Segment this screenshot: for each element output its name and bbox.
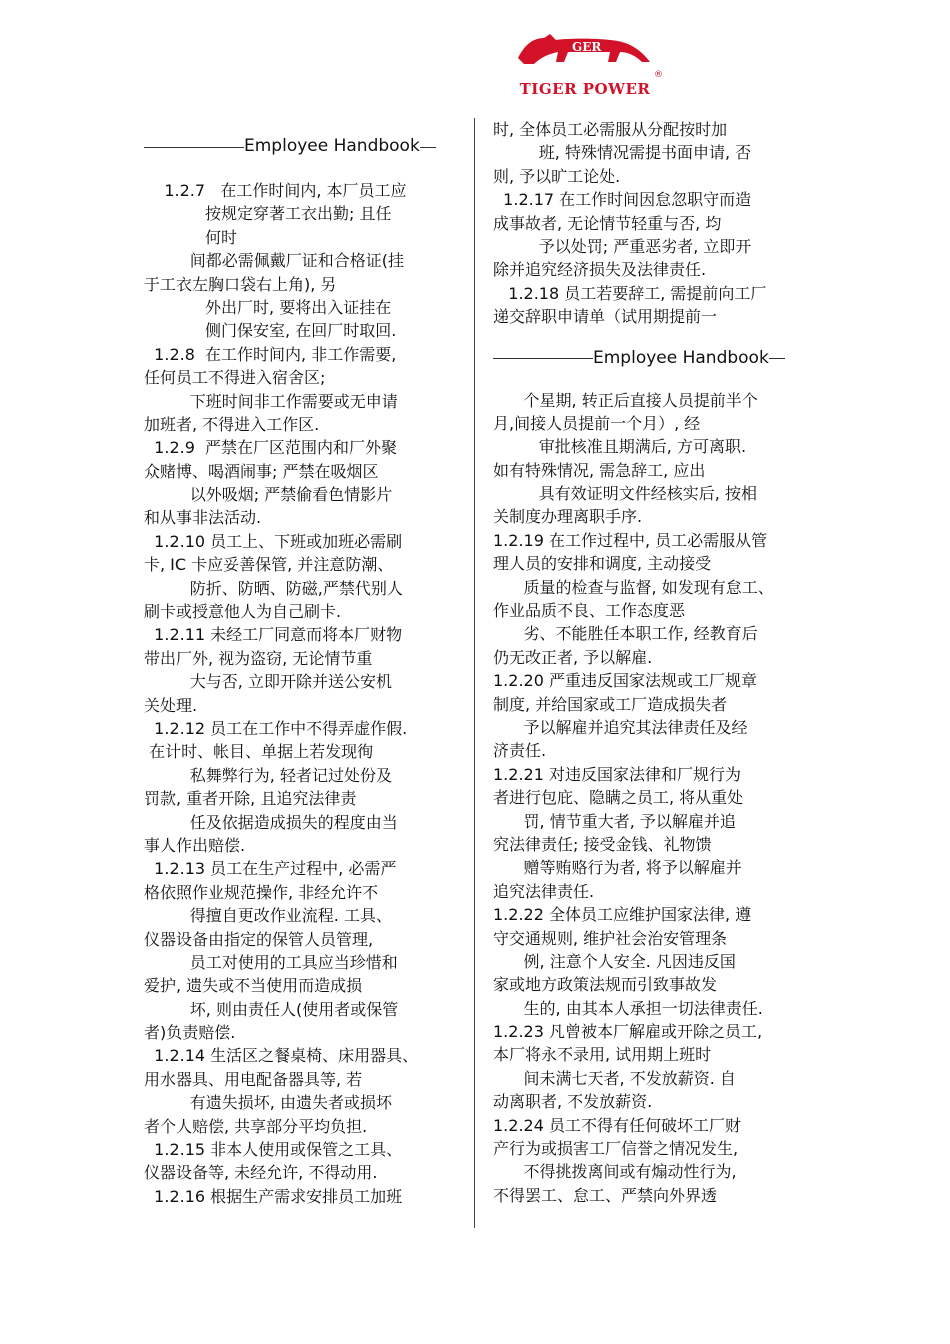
logo-brand-text: TIGER POWER <box>519 80 651 98</box>
text-line: 予以解雇并追究其法律责任及经 <box>493 717 748 737</box>
text-line: 间都必需佩戴厂证和合格证(挂 <box>144 251 405 271</box>
text-line: 本厂将永不录用, 试用期上班时 <box>493 1045 712 1065</box>
text-line: 下班时间非工作需要或无申请 <box>144 391 398 411</box>
text-line: 审批核准且期满后, 方可离职. <box>493 437 747 457</box>
text-line: 仪器设备等, 未经允许, 不得动用. <box>144 1163 378 1183</box>
header-title: Employee Handbook <box>593 347 769 368</box>
text-line: 济责任. <box>493 741 547 761</box>
text-line: 质量的检查与监督, 如发现有怠工、 <box>493 577 774 597</box>
text-line: 班, 特殊情况需提书面申请, 否 <box>493 143 752 163</box>
text-line: 追究法律责任. <box>493 881 595 901</box>
text-line: 1.2.21 对违反国家法律和厂规行为 <box>493 764 741 784</box>
text-line: 关制度办理离职手序. <box>493 507 643 527</box>
text-line: 家或地方政策法规而引致事故发 <box>493 975 718 995</box>
text-line: 侧门保安室, 在回厂时取回. <box>144 321 397 341</box>
text-line: 具有效证明文件经核实后, 按相 <box>493 484 757 504</box>
left-text-block <box>144 179 462 1208</box>
header-rule-left <box>144 147 244 148</box>
text-line: 用水器具、用电配备器具等, 若 <box>144 1069 363 1089</box>
right-column <box>493 118 828 1207</box>
text-line: 众赌博、喝酒闹事; 严禁在吸烟区 <box>144 461 379 481</box>
text-line: 1.2.18 员工若要辞工, 需提前向工厂 <box>493 283 767 303</box>
text-line: 除并追究经济损失及法律责任. <box>493 260 707 280</box>
text-line: 月,间接人员提前一个月）, 经 <box>493 413 701 433</box>
header-rule-right <box>420 147 436 148</box>
text-line: 赠等贿赂行为者, 将予以解雇并 <box>493 858 742 878</box>
text-line: 1.2.16 根据生产需求安排员工加班 <box>144 1186 403 1206</box>
text-line: 究法律责任; 接受金钱、礼物馈 <box>493 834 712 854</box>
text-line: 1.2.23 凡曾被本厂解雇或开除之员工, <box>493 1022 763 1042</box>
text-line: 私舞弊行为, 轻者记过处份及 <box>144 765 392 785</box>
text-line: 以外吸烟; 严禁偷看色情影片 <box>144 485 393 505</box>
text-line: 员工对使用的工具应当珍惜和 <box>144 952 398 972</box>
text-line: 仍无改正者, 予以解雇. <box>493 647 653 667</box>
text-line: 事人作出赔偿. <box>144 835 246 855</box>
text-line: 者进行包庇、隐瞒之员工, 将从重处 <box>493 788 744 808</box>
text-line: 刷卡或授意他人为自己刷卡. <box>144 602 342 622</box>
text-line: 1.2.14 生活区之餐桌椅、床用器具、 <box>144 1046 419 1066</box>
text-line: 则, 予以旷工论处. <box>493 166 621 186</box>
text-line: 爱护, 遗失或不当使用而造成损 <box>144 976 363 996</box>
text-line: 不得挑拨离间或有煽动性行为, <box>493 1162 737 1182</box>
text-line: 1.2.7 在工作时间内, 本厂员工应 <box>144 181 407 200</box>
text-line: 个星期, 转正后直接人员提前半个 <box>493 390 758 410</box>
text-line: 加班者, 不得进入工作区. <box>144 414 320 434</box>
text-line: 予以处罚; 严重恶劣者, 立即开 <box>493 236 752 256</box>
text-line: 时, 全体员工必需服从分配按时加 <box>493 120 728 139</box>
text-line: 递交辞职申请单（试用期提前一 <box>493 307 718 327</box>
tiger-power-logo <box>510 28 670 98</box>
text-line: 仪器设备由指定的保管人员管理, <box>144 929 374 949</box>
text-line: 者个人赔偿, 共享部分平均负担. <box>144 1116 368 1136</box>
text-line: 于工衣左胸口袋右上角), 另 <box>144 274 337 294</box>
text-line: 1.2.20 严重违反国家法规或工厂规章 <box>493 671 757 691</box>
text-line: 卡, IC 卡应妥善保管, 并注意防潮、 <box>144 555 394 575</box>
text-line: 坏, 则由责任人(使用者或保管 <box>144 999 399 1019</box>
text-line: 如有特殊情况, 需急辞工, 应出 <box>493 460 706 480</box>
text-line: 格依照作业规范操作, 非经允许不 <box>144 882 379 902</box>
page-header <box>144 133 462 161</box>
text-line: 不得罢工、怠工、严禁向外界透 <box>493 1185 718 1205</box>
tiger-logo-icon <box>510 28 660 78</box>
text-line: 和从事非法活动. <box>144 508 262 528</box>
column-divider <box>474 118 475 1228</box>
svg-text:GER: GER <box>572 40 602 54</box>
text-line: 1.2.10 员工上、下班或加班必需刷 <box>144 531 403 551</box>
text-line: 1.2.8 在工作时间内, 非工作需要, <box>144 344 397 364</box>
header-title: Employee Handbook <box>244 136 420 157</box>
text-line: 劣、不能胜任本职工作, 经教育后 <box>493 624 758 644</box>
text-line: 1.2.13 员工在生产过程中, 必需严 <box>144 859 397 879</box>
text-line: 1.2.17 在工作时间因怠忽职守而造 <box>493 190 752 210</box>
page-header-2 <box>493 345 828 373</box>
text-line: 何时 <box>144 227 238 247</box>
text-line: 1.2.11 未经工厂同意而将本厂财物 <box>144 625 403 645</box>
text-line: 有遗失损坏, 由遗失者或损坏 <box>144 1093 392 1113</box>
text-line: 例, 注意个人安全. 凡因违反国 <box>493 951 736 971</box>
text-line: 动离职者, 不发放薪资. <box>493 1092 653 1112</box>
text-line: 得擅自更改作业流程. 工具、 <box>144 906 392 926</box>
left-column <box>144 133 462 1208</box>
text-line: 理人员的安排和调度, 主动接受 <box>493 554 712 574</box>
text-line: 在计时、帐目、单据上若发现徇 <box>144 742 374 762</box>
text-line: 者)负责赔偿. <box>144 1023 236 1043</box>
text-line: 关处理. <box>144 695 198 715</box>
right-text-block-bottom <box>493 389 828 1208</box>
text-line: 1.2.22 全体员工应维护国家法律, 遵 <box>493 905 752 925</box>
right-text-block-top <box>493 118 828 329</box>
text-line: 任何员工不得进入宿舍区; <box>144 368 326 388</box>
registered-mark: ® <box>654 70 663 80</box>
text-line: 罚, 情节重大者, 予以解雇并追 <box>493 811 736 831</box>
text-line: 1.2.9 严禁在厂区范围内和厂外聚 <box>144 438 398 458</box>
text-line: 制度, 并给国家或工厂造成损失者 <box>493 694 728 714</box>
header-rule-right <box>769 358 785 359</box>
text-line: 外出厂时, 要将出入证挂在 <box>144 297 392 317</box>
text-line: 1.2.15 非本人使用或保管之工具、 <box>144 1140 403 1160</box>
text-line: 间未满七天者, 不发放薪资. 自 <box>493 1068 736 1088</box>
text-line: 防折、防晒、防磁,严禁代别人 <box>144 578 403 598</box>
text-line: 罚款, 重者开除, 且追究法律责 <box>144 789 357 809</box>
text-line: 带出厂外, 视为盗窃, 无论情节重 <box>144 648 373 668</box>
text-line: 产行为或损害工厂信誉之情况发生, <box>493 1139 739 1159</box>
text-line: 生的, 由其本人承担一切法律责任. <box>493 998 763 1018</box>
text-line: 守交通规则, 维护社会治安管理条 <box>493 928 728 948</box>
text-line: 1.2.19 在工作过程中, 员工必需服从管 <box>493 530 768 550</box>
text-line: 1.2.12 员工在工作中不得弄虚作假. <box>144 718 408 738</box>
text-line: 大与否, 立即开除并送公安机 <box>144 672 392 692</box>
text-line: 按规定穿著工衣出勤; 且任 <box>144 204 392 224</box>
header-rule-left <box>493 358 593 359</box>
text-line: 作业品质不良、工作态度恶 <box>493 601 686 621</box>
text-line: 成事故者, 无论情节轻重与否, 均 <box>493 213 722 233</box>
text-line: 任及依据造成损失的程度由当 <box>144 812 398 832</box>
text-line: 1.2.24 员工不得有任何破坏工厂财 <box>493 1115 741 1135</box>
